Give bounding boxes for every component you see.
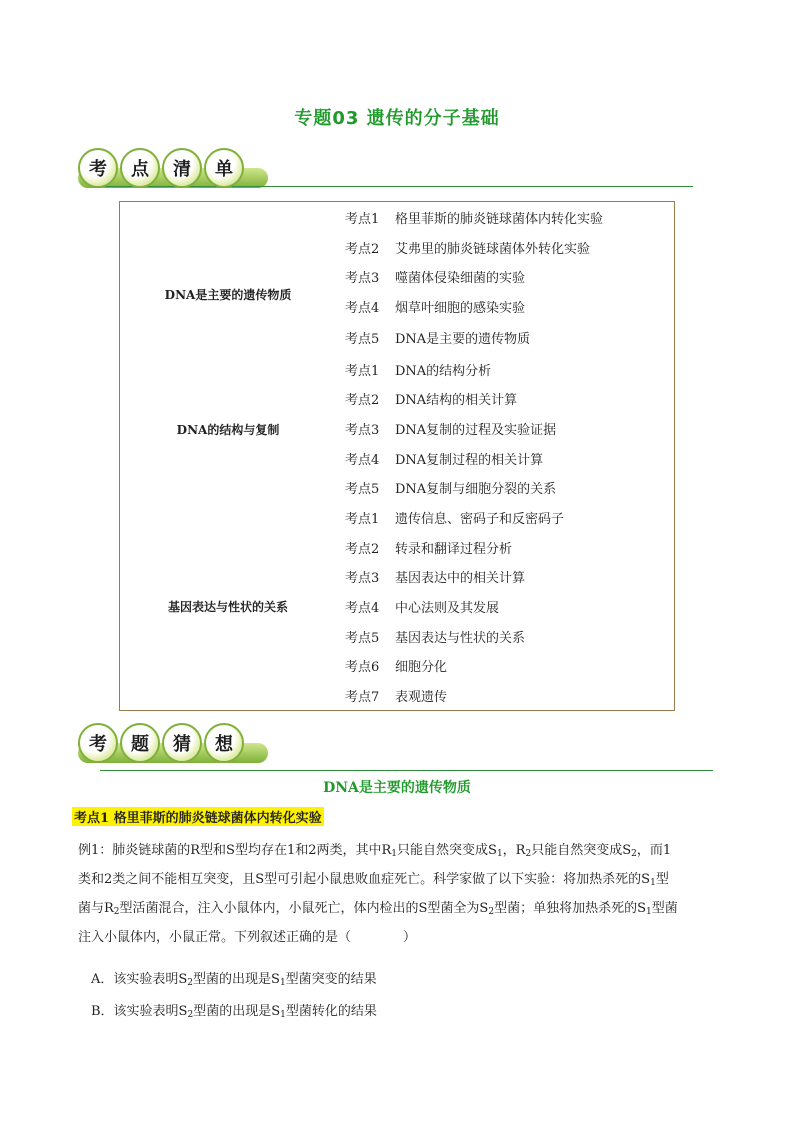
list-item [345, 538, 512, 557]
item-key: 考点1 [345, 364, 380, 379]
banner-char: 题 [120, 723, 160, 763]
item-key: 考点3 [345, 423, 380, 438]
item-key: 考点3 [345, 271, 380, 286]
example-line: 菌与$R_2$型活菌混合，注入小鼠体内，小鼠死亡，体内检出的S型菌全为$S_2$型菌；单独将加热杀死的$S_1$型菌 [78, 901, 678, 917]
list-item [345, 656, 447, 675]
item-text: 中心法则及其发展 [395, 601, 500, 616]
group-label: DNA是主要的遗传物质 [164, 288, 292, 302]
item-text: 细胞分化 [395, 660, 448, 675]
banner-char: 考 [78, 723, 118, 763]
item-text: DNA复制过程的相关计算 [395, 453, 544, 468]
item-text: 基因表达与性状的关系 [395, 631, 526, 646]
list-item [345, 360, 491, 379]
item-key: 考点2 [345, 393, 380, 408]
list-item [345, 567, 525, 586]
item-key: 考点5 [345, 482, 380, 497]
banner-char: 点 [120, 148, 160, 188]
item-text: 格里菲斯的肺炎链球菌体内转化实验 [395, 212, 604, 227]
list-item [345, 627, 525, 646]
item-key: 考点1 [345, 212, 380, 227]
list-item [345, 508, 564, 527]
item-text: DNA复制的过程及实验证据 [395, 423, 557, 438]
list-item [345, 449, 543, 468]
item-key: 考点4 [345, 601, 380, 616]
list-item [345, 297, 525, 316]
item-key: 考点2 [345, 542, 380, 557]
list-item [345, 686, 447, 705]
item-key: 考点5 [345, 332, 380, 347]
group-label: 基因表达与性状的关系 [167, 600, 288, 614]
item-key: 考点7 [345, 690, 380, 705]
list-item [345, 419, 556, 438]
divider-line [100, 770, 713, 771]
item-key: 考点2 [345, 242, 380, 257]
item-key: 考点4 [345, 301, 380, 316]
banner-char: 单 [204, 148, 244, 188]
example-line: 注入小鼠体内，小鼠正常。下列叙述正确的是（ ） [78, 930, 417, 945]
banner-char: 考 [78, 148, 118, 188]
item-key: 考点1 [345, 512, 380, 527]
banner-char: 猜 [162, 723, 202, 763]
item-text: 遗传信息、密码子和反密码子 [395, 512, 565, 527]
banner-kaodian-qingdan [78, 148, 278, 194]
item-text: DNA结构的相关计算 [395, 393, 518, 408]
banner-kaoti-caixiang [78, 723, 278, 769]
item-text: DNA是主要的遗传物质 [395, 332, 531, 347]
item-key: 考点6 [345, 660, 380, 675]
list-item [345, 267, 525, 286]
list-item [345, 328, 530, 347]
item-text: 转录和翻译过程分析 [395, 542, 513, 557]
item-text: 烟草叶细胞的感染实验 [395, 301, 526, 316]
list-item [345, 478, 556, 497]
item-text: 艾弗里的肺炎链球菌体外转化实验 [395, 242, 591, 257]
item-text: DNA复制与细胞分裂的关系 [395, 482, 557, 497]
point-heading: 考点1 格里菲斯的肺炎链球菌体内转化实验 [72, 807, 324, 826]
item-text: DNA的结构分析 [395, 364, 492, 379]
list-item [345, 238, 590, 257]
item-key: 考点5 [345, 631, 380, 646]
list-item [345, 208, 603, 227]
option-a: A．该实验表明$S_2$型菌的出现是$S_1$型菌突变的结果 [91, 972, 377, 988]
item-text: 表观遗传 [395, 690, 448, 705]
list-item [345, 597, 499, 616]
group-label: DNA的结构与复制 [176, 423, 280, 437]
item-text: 噬菌体侵染细菌的实验 [395, 271, 526, 286]
section-heading: DNA是主要的遗传物质 [323, 780, 471, 796]
list-item [345, 389, 517, 408]
banner-char: 想 [204, 723, 244, 763]
example-line: 类和2类之间不能相互突变，且S型可引起小鼠患败血症死亡。科学家做了以下实验：将加热杀死的$S_1$型 [78, 872, 669, 888]
item-text: 基因表达中的相关计算 [395, 571, 526, 586]
item-key: 考点4 [345, 453, 380, 468]
example-line: 例1：肺炎链球菌的R型和S型均存在1和2两类，其中$R_1$只能自然突变成$S_1$，$R_2$只能自然突变成$S_2$，而1 [78, 843, 672, 859]
page-title: 专题03 遗传的分子基础 [294, 108, 500, 129]
banner-char: 清 [162, 148, 202, 188]
item-key: 考点3 [345, 571, 380, 586]
option-b: B．该实验表明$S_2$型菌的出现是$S_1$型菌转化的结果 [91, 1004, 377, 1020]
